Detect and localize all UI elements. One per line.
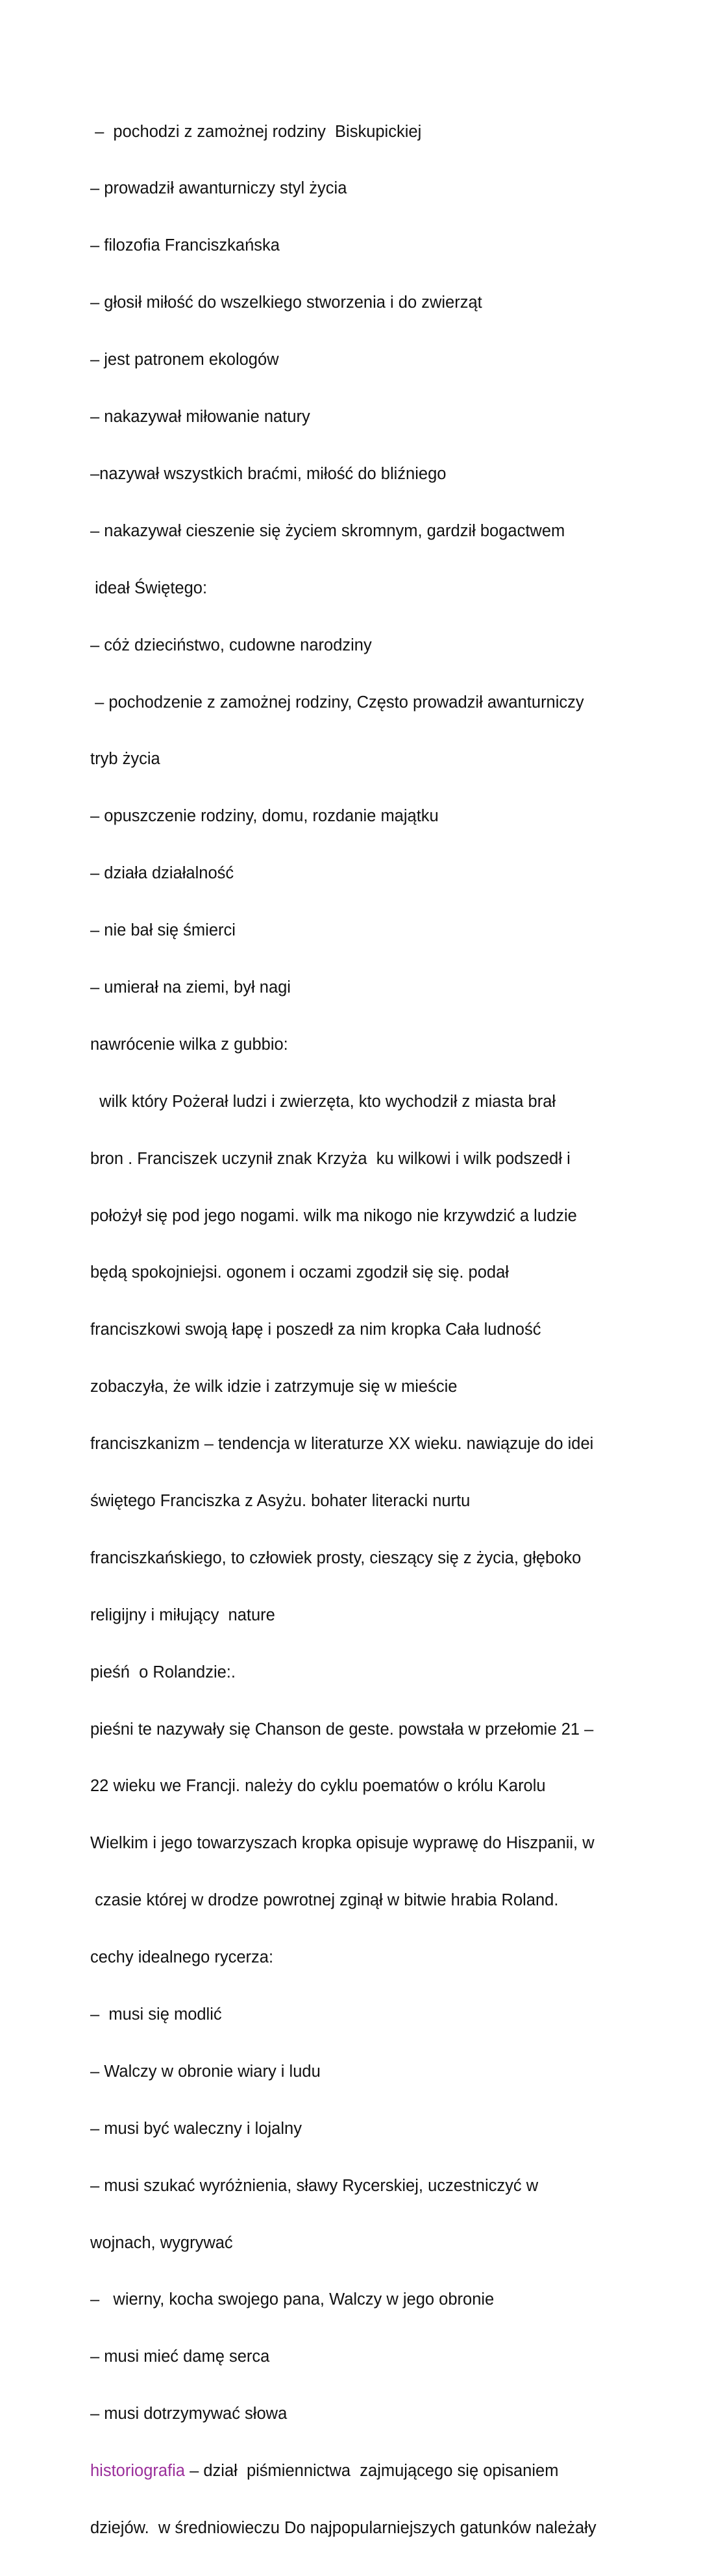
text-line: – musi mieć damę serca [90, 2347, 270, 2366]
text-line: – wierny, kocha swojego pana, Walczy w jego obronie [90, 2290, 495, 2309]
text-line: będą spokojniejsi. ogonem i oczami zgodził się się. podał [90, 1263, 509, 1282]
text-line: Wielkim i jego towarzyszach kropka opisuje wyprawę do Hiszpanii, w [90, 1834, 595, 1853]
text-line: – prowadził awanturniczy styl życia [90, 179, 347, 198]
text-line: świętego Franciszka z Asyżu. bohater literacki nurtu [90, 1491, 471, 1510]
text-line: – cóż dzieciństwo, cudowne narodziny [90, 636, 372, 654]
text-line: – nie bał się śmierci [90, 921, 236, 940]
text-line: – musi się modlić [90, 2005, 222, 2024]
text-line: – musi być waleczny i lojalny [90, 2119, 302, 2138]
text-line: – Walczy w obronie wiary i ludu [90, 2062, 321, 2081]
text-line: – nakazywał cieszenie się życiem skromnym, gardził bogactwem [90, 521, 565, 540]
text-line: – musi dotrzymywać słowa [90, 2405, 288, 2423]
text-line: – filozofia Franciszkańska [90, 236, 280, 255]
text-line: religijny i miłujący nature [90, 1605, 275, 1624]
notes-text [90, 84, 629, 2576]
text-line: wilk który Pożerał ludzi i zwierzęta, kto wychodził z miasta brał [90, 1092, 556, 1111]
section-heading-piesn-o-rolandzie: pieśń o Rolandzie:. [90, 1663, 236, 1681]
text-line: – pochodzi z zamożnej rodziny Biskupickiej [90, 122, 422, 141]
text-line: franciszkanizm – tendencja w literaturze XX wieku. nawiązuje do idei [90, 1435, 594, 1454]
text-line: – opuszczenie rodziny, domu, rozdanie majątku [90, 807, 439, 826]
text-line: – umierał na ziemi, był nagi [90, 978, 291, 997]
text-line: 22 wieku we Francji. należy do cyklu poematów o królu Karolu [90, 1777, 546, 1796]
text-line: – musi szukać wyróżnienia, sławy Rycerskiej, uczestniczyć w [90, 2176, 539, 2195]
text-line: wojnach, wygrywać [90, 2233, 233, 2252]
text-line: bron . Franciszek uczynił znak Krzyża ku wilkowi i wilk podszedł i [90, 1149, 571, 1168]
text-line: – działa działalność [90, 864, 234, 883]
text-line: położył się pod jego nogami. wilk ma nikogo nie krzywdzić a ludzie [90, 1206, 577, 1225]
text-line: tryb życia [90, 750, 160, 769]
section-heading-cechy-rycerza: cechy idealnego rycerza: [90, 1948, 274, 1967]
text-line: pieśni te nazywały się Chanson de geste. powstała w przełomie 21 – [90, 1720, 594, 1739]
historiografia-term: historiografia [90, 2462, 185, 2481]
text-line: – pochodzenie z zamożnej rodziny, Często prowadził awanturniczy [90, 693, 584, 712]
text-line: czasie której w drodze powrotnej zginął w bitwie hrabia Roland. [90, 1891, 559, 1910]
text-line: zobaczyła, że wilk idzie i zatrzymuje się w mieście [90, 1378, 458, 1396]
text-line: franciszkowi swoją łapę i poszedł za nim kropka Cała ludność [90, 1320, 541, 1339]
text-line: – głosił miłość do wszelkiego stworzenia i do zwierząt [90, 293, 482, 312]
section-heading-ideal-swietego: ideał Świętego: [90, 578, 208, 597]
text-line: franciszkańskiego, to człowiek prosty, cieszący się z życia, głęboko [90, 1548, 582, 1567]
text-line: dziejów. w średniowieczu Do najpopularniejszych gatunków należały [90, 2519, 596, 2537]
historiografia-line [90, 2462, 629, 2481]
text-line: – nakazywał miłowanie natury [90, 408, 310, 427]
text-line: – jest patronem ekologów [90, 351, 279, 369]
historiografia-definition: – dział piśmiennictwa zajmującego się opisaniem [185, 2462, 559, 2481]
text-line: –nazywał wszystkich braćmi, miłość do bliźniego [90, 464, 447, 483]
section-heading-nawrocenie-wilka: nawrócenie wilka z gubbio: [90, 1035, 288, 1054]
